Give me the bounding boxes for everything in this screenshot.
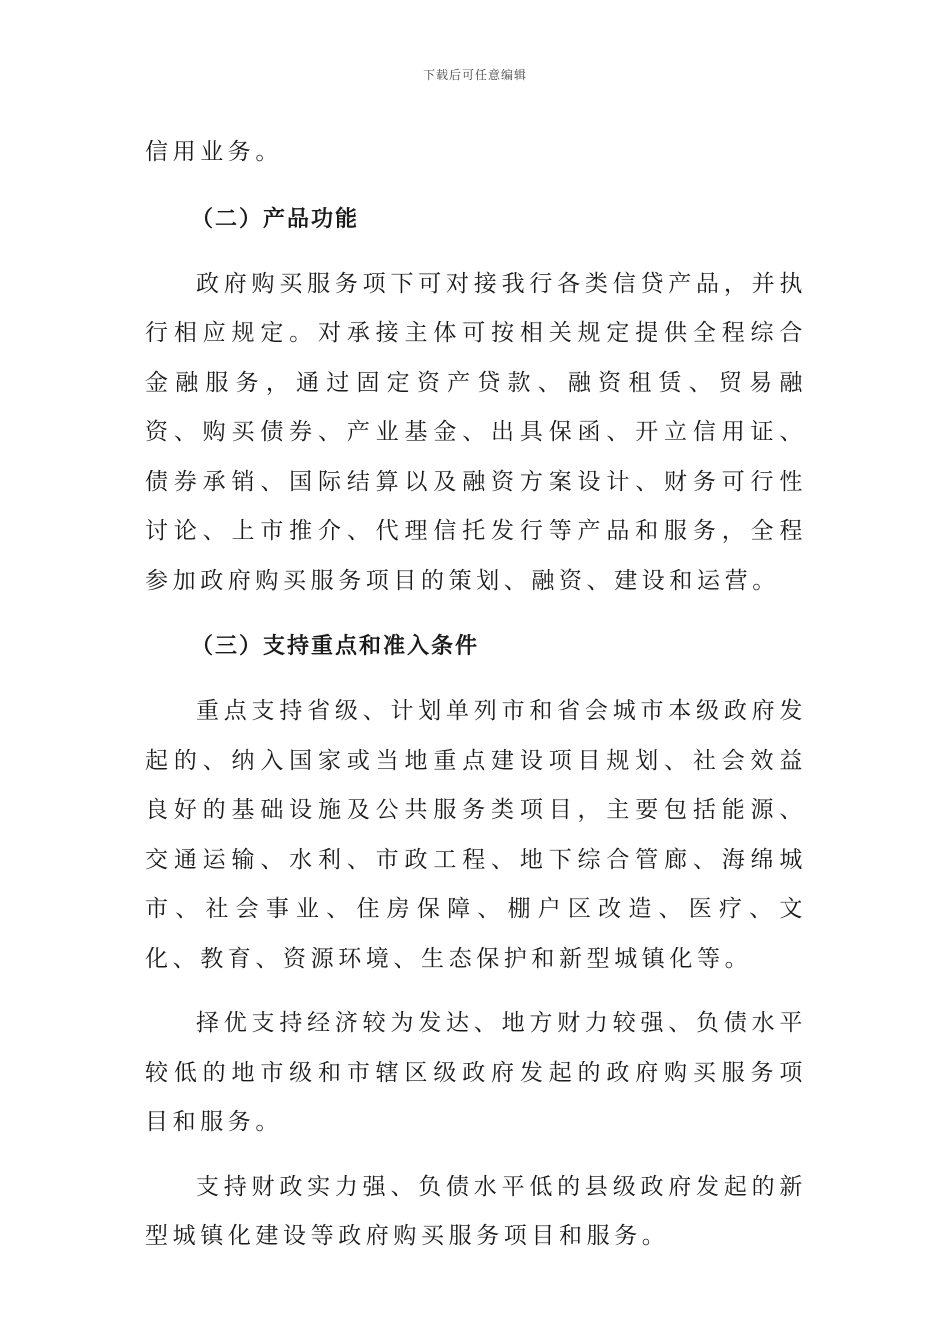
selective-support-paragraph: 择优支持经济较为发达、地方财力较强、负债水平较低的地市级和市辖区级政府发起的政府购买服务项目和服务。: [145, 1010, 807, 1135]
product-function-paragraph: 政府购买服务项下可对接我行各类信贷产品，并执行相应规定。对承接主体可按相关规定提供全程综合金融服务，通过固定资产贷款、融资租赁、贸易融资、购买债券、产业基金、出具保函、开立信用证、债券承销、国际结算以及融资方案设计、财务可行性讨论、上市推介、代理信托发行等产品和服务，全程参加政府购买服务项目的策划、融资、建设和运营。: [145, 270, 807, 594]
spacer: [145, 606, 807, 621]
spacer: [145, 1148, 807, 1163]
spacer: [145, 178, 807, 194]
county-support-paragraph: 支持财政实力强、负债水平低的县级政府发起的新型城镇化建设等政府购买服务项目和服务。: [145, 1173, 807, 1249]
document-body: [145, 128, 807, 1262]
support-priority-paragraph: 重点支持省级、计划单列市和省会城市本级政府发起的、纳入国家或当地重点建设项目规划、社会效益良好的基础设施及公共服务类项目，主要包括能源、交通运输、水利、市政工程、地下综合管廊、海绵城市、社会事业、住房保障、棚户区改造、医疗、文化、教育、资源环境、生态保护和新型城镇化等。: [145, 698, 807, 972]
continuation-paragraph: 信用业务。: [145, 139, 283, 165]
spacer: [145, 244, 807, 260]
spacer: [145, 984, 807, 999]
spacer: [145, 671, 807, 687]
page-header-note: 下载后可任意编辑: [422, 68, 527, 82]
section-heading-product-function: （二）产品功能: [191, 205, 360, 232]
section-heading-support-criteria: （三）支持重点和准入条件: [191, 633, 480, 659]
